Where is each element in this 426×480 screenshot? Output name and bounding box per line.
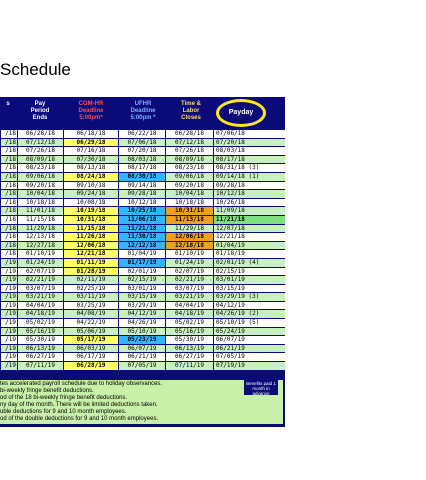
table-cell: 08/24/18: [64, 172, 119, 181]
footnotes-panel: [0, 380, 283, 424]
table-cell: /19: [1, 344, 18, 353]
table-cell: /19: [1, 301, 18, 310]
table-cell: 07/20/18: [119, 147, 166, 156]
table-cell: 07/26/18: [18, 147, 64, 156]
table-cell: 10/12/18: [119, 198, 166, 207]
table-cell: 02/21/19: [166, 276, 214, 285]
header-line: COM-HR: [78, 101, 104, 107]
table-cell: 11/30/18: [119, 233, 166, 242]
table-cell: /19: [1, 327, 18, 336]
table-cell: 06/21/19: [119, 353, 166, 362]
header-line: Deadline: [78, 108, 104, 114]
header-line: Closes: [181, 115, 201, 121]
table-cell: 11/29/18: [18, 224, 64, 233]
table-cell: /18: [1, 250, 18, 259]
table-cell: 02/07/19: [166, 267, 214, 276]
table-cell: /18: [1, 138, 18, 147]
table-cell: 08/17/18: [214, 155, 286, 164]
table-cell: 07/16/18: [64, 147, 119, 156]
table-cell: 05/02/19: [18, 319, 64, 328]
table-cell: 11/29/18: [166, 224, 214, 233]
table-cell: /19: [1, 267, 18, 276]
footnote-line: od of the 18 bi-weekly fringe benefit deductions.: [0, 395, 128, 401]
table-cell: 09/24/18: [64, 190, 119, 199]
table-cell: 06/29/18: [64, 138, 119, 147]
table-cell: 09/06/18: [166, 172, 214, 181]
table-cell: 04/04/19: [18, 301, 64, 310]
table-cell: 10/12/18: [214, 190, 286, 199]
schedule-table-body: [0, 129, 285, 371]
table-cell: 08/13/18: [64, 164, 119, 173]
table-cell: 11/21/18: [214, 215, 286, 224]
table-cell: 09/20/18: [18, 181, 64, 190]
table-cell: 08/23/18: [18, 164, 64, 173]
page-title: Schedule: [0, 60, 71, 79]
table-cell: 09/06/18: [18, 172, 64, 181]
table-cell: 10/25/18: [119, 207, 166, 216]
table-cell: 01/28/19: [64, 267, 119, 276]
table-cell: /19: [1, 353, 18, 362]
table-row: [1, 258, 286, 267]
table-row: [1, 241, 286, 250]
table-cell: 08/09/18: [166, 155, 214, 164]
header-col-0: [0, 101, 16, 108]
table-cell: 04/26/19: [119, 319, 166, 328]
table-cell: 03/21/19: [18, 293, 64, 302]
table-row: [1, 181, 286, 190]
table-cell: 03/07/19: [166, 284, 214, 293]
header-line: Deadline: [130, 108, 156, 114]
table-cell: 11/13/18: [166, 215, 214, 224]
table-row: [1, 284, 286, 293]
table-row: [1, 207, 286, 216]
table-cell: 12/06/18: [64, 241, 119, 250]
table-cell: 03/15/19: [214, 284, 286, 293]
table-cell: /18: [1, 181, 18, 190]
table-cell: 12/21/18: [214, 233, 286, 242]
table-cell: /18: [1, 215, 18, 224]
table-cell: /18: [1, 207, 18, 216]
footnote-line: bi-weekly fringe benefit deductions.: [0, 388, 94, 394]
table-cell: 01/10/19: [166, 250, 214, 259]
table-cell: 02/15/19: [214, 267, 286, 276]
header-line: 5:00pm*: [79, 115, 103, 121]
table-cell: 11/06/18: [119, 215, 166, 224]
footnote-line: tes accelerated payroll schedule due to holiday observances.: [0, 381, 163, 387]
table-cell: 01/24/19: [18, 258, 64, 267]
table-cell: 11/15/18: [64, 224, 119, 233]
table-cell: 08/03/18: [214, 147, 286, 156]
table-cell: 06/03/19: [64, 344, 119, 353]
table-cell: 08/31/18 (3): [214, 164, 286, 173]
table-cell: 05/16/19: [166, 327, 214, 336]
table-cell: /19: [1, 319, 18, 328]
table-row: [1, 164, 286, 173]
table-cell: 07/12/18: [166, 138, 214, 147]
header-line: 5:00pm *: [130, 115, 156, 121]
table-cell: 06/27/19: [166, 353, 214, 362]
table-cell: 07/20/18: [214, 138, 286, 147]
table-cell: /19: [1, 362, 18, 371]
table-cell: 08/03/18: [119, 155, 166, 164]
payroll-schedule-table: [0, 97, 285, 427]
table-row: [1, 190, 286, 199]
footnote-line: od of the double deductions for 9 and 10 month employees.: [0, 416, 159, 422]
table-row: [1, 224, 286, 233]
table-cell: 11/21/18: [119, 224, 166, 233]
table-cell: 08/30/18: [119, 172, 166, 181]
table-row: [1, 319, 286, 328]
table-row: [1, 138, 286, 147]
table-cell: 10/31/18: [166, 207, 214, 216]
table-cell: 09/28/18: [214, 181, 286, 190]
header-line: UFHR: [134, 101, 152, 107]
header-line: s: [6, 101, 10, 107]
table-cell: 05/16/19: [18, 327, 64, 336]
table-cell: 11/01/18: [18, 207, 64, 216]
table-cell: 10/18/18: [18, 198, 64, 207]
header-line: Period: [30, 108, 50, 114]
table-cell: 12/21/18: [64, 250, 119, 259]
table-cell: /19: [1, 284, 18, 293]
table-cell: 06/18/18: [64, 130, 119, 139]
table-cell: 06/28/18: [18, 130, 64, 139]
table-cell: 04/04/19: [166, 301, 214, 310]
table-cell: 06/27/19: [18, 353, 64, 362]
table-cell: 02/25/19: [64, 284, 119, 293]
table-cell: 03/29/19 (3): [214, 293, 286, 302]
table-cell: 11/15/18: [18, 215, 64, 224]
table-cell: 08/23/18: [166, 164, 214, 173]
table-cell: /18: [1, 172, 18, 181]
table-cell: 01/18/19: [214, 250, 286, 259]
table-cell: /18: [1, 241, 18, 250]
table-cell: 04/12/19: [214, 301, 286, 310]
table-row: [1, 353, 286, 362]
table-cell: 07/30/18: [64, 155, 119, 164]
table-row: [1, 267, 286, 276]
table-cell: 06/07/19: [214, 336, 286, 345]
table-cell: 09/28/18: [119, 190, 166, 199]
table-cell: 10/31/18: [64, 215, 119, 224]
header-line: Time &: [181, 101, 201, 107]
table-cell: /18: [1, 130, 18, 139]
table-row: [1, 215, 286, 224]
benefits-note-badge: [244, 379, 278, 395]
table-cell: 06/07/19: [119, 344, 166, 353]
table-cell: 07/26/18: [166, 147, 214, 156]
table-cell: /19: [1, 276, 18, 285]
header-line: Ends: [32, 115, 48, 121]
table-cell: 03/15/19: [119, 293, 166, 302]
table-cell: 09/14/18: [119, 181, 166, 190]
table-cell: 03/11/19: [64, 293, 119, 302]
table-cell: 05/10/19: [119, 327, 166, 336]
table-row: [1, 362, 286, 371]
table-cell: 04/08/19: [64, 310, 119, 319]
table-cell: 01/24/19: [166, 258, 214, 267]
table-cell: 05/23/19: [119, 336, 166, 345]
table-cell: 04/26/19 (2): [214, 310, 286, 319]
table-cell: 12/18/18: [166, 241, 214, 250]
table-cell: 05/30/19: [18, 336, 64, 345]
table-row: [1, 293, 286, 302]
table-cell: 07/05/19: [119, 362, 166, 371]
table-cell: 06/21/19: [214, 344, 286, 353]
table-cell: 07/05/19: [214, 353, 286, 362]
table-cell: 03/07/19: [18, 284, 64, 293]
table-cell: 02/15/19: [119, 276, 166, 285]
table-cell: 05/24/19: [214, 327, 286, 336]
table-row: [1, 250, 286, 259]
table-cell: 03/25/19: [64, 301, 119, 310]
footnote-line: ny day of the month. There will be limited deductions taken.: [0, 402, 158, 408]
table-cell: 12/06/18: [166, 233, 214, 242]
table-cell: 03/01/19: [214, 276, 286, 285]
table-cell: 10/04/18: [18, 190, 64, 199]
badge-line: month in advance: [252, 386, 270, 396]
table-row: [1, 172, 286, 181]
header-com-hr-deadline: [64, 101, 118, 122]
table-cell: /18: [1, 233, 18, 242]
table-cell: /18: [1, 155, 18, 164]
table-cell: 10/08/18: [64, 198, 119, 207]
table-cell: 07/19/19: [214, 362, 286, 371]
table-cell: 05/30/19: [166, 336, 214, 345]
header-time-labor-closes: [168, 101, 214, 122]
footnote-line: uble deductions for 9 and 10 month employees.: [0, 409, 127, 415]
table-row: [1, 344, 286, 353]
table-cell: /19: [1, 310, 18, 319]
table-cell: 04/12/19: [119, 310, 166, 319]
table-cell: 03/29/19: [119, 301, 166, 310]
table-cell: 11/09/18: [214, 207, 286, 216]
table-row: [1, 336, 286, 345]
table-cell: 05/06/19: [64, 327, 119, 336]
table-row: [1, 233, 286, 242]
table-cell: 10/18/18: [166, 198, 214, 207]
table-cell: 02/07/19: [18, 267, 64, 276]
table-cell: 02/21/19: [18, 276, 64, 285]
table-row: [1, 155, 286, 164]
table-cell: 06/28/19: [64, 362, 119, 371]
table-cell: /18: [1, 147, 18, 156]
table-cell: 10/26/18: [214, 198, 286, 207]
table-cell: /19: [1, 293, 18, 302]
table-cell: /19: [1, 336, 18, 345]
table-cell: 01/10/19: [18, 250, 64, 259]
table-cell: 10/04/18: [166, 190, 214, 199]
table-cell: 01/04/19: [214, 241, 286, 250]
table-cell: 09/20/18: [166, 181, 214, 190]
table-cell: 09/14/18 (1): [214, 172, 286, 181]
table-cell: 06/17/19: [64, 353, 119, 362]
table-cell: /18: [1, 198, 18, 207]
table-cell: 09/10/18: [64, 181, 119, 190]
table-cell: 07/06/18: [214, 130, 286, 139]
table-cell: 06/28/18: [166, 130, 214, 139]
table-cell: /18: [1, 164, 18, 173]
header-line: Pay: [34, 101, 46, 107]
table-row: [1, 130, 286, 139]
table-cell: 06/13/19: [18, 344, 64, 353]
table-row: [1, 327, 286, 336]
table-cell: 10/19/18: [64, 207, 119, 216]
table-cell: 04/18/19: [166, 310, 214, 319]
table-cell: 08/17/18: [119, 164, 166, 173]
table-row: [1, 198, 286, 207]
table-cell: 02/01/19 (4): [214, 258, 286, 267]
table-cell: 05/02/19: [166, 319, 214, 328]
table-cell: 03/01/19: [119, 284, 166, 293]
table-cell: 07/11/19: [18, 362, 64, 371]
table-cell: 04/18/19: [18, 310, 64, 319]
table-cell: 01/04/19: [119, 250, 166, 259]
table-cell: 03/21/19: [166, 293, 214, 302]
table-cell: 02/01/19: [119, 267, 166, 276]
header-line: Labor: [182, 108, 200, 114]
table-cell: /19: [1, 258, 18, 267]
table-cell: 12/27/18: [18, 241, 64, 250]
table-cell: 02/11/19: [64, 276, 119, 285]
header-ufhr-deadline: [120, 101, 166, 122]
table-cell: 12/12/18: [119, 241, 166, 250]
table-cell: 12/13/18: [18, 233, 64, 242]
badge-line: Benefits paid 1: [246, 381, 276, 386]
table-cell: 11/26/18: [64, 233, 119, 242]
table-row: [1, 310, 286, 319]
table-cell: 07/11/19: [166, 362, 214, 371]
table-cell: /18: [1, 190, 18, 199]
table-cell: 05/17/19: [64, 336, 119, 345]
table-cell: 07/12/18: [18, 138, 64, 147]
header-pay-period-ends: [18, 101, 62, 122]
table-cell: 06/22/18: [119, 130, 166, 139]
table-cell: 01/17/19: [119, 258, 166, 267]
table-row: [1, 147, 286, 156]
table-cell: 12/07/18: [214, 224, 286, 233]
table-cell: 01/11/19: [64, 258, 119, 267]
table-cell: 06/13/19: [166, 344, 214, 353]
table-cell: 04/22/19: [64, 319, 119, 328]
table-cell: 08/09/18: [18, 155, 64, 164]
table-cell: 07/06/18: [119, 138, 166, 147]
table-cell: 05/10/19 (5): [214, 319, 286, 328]
table-cell: /18: [1, 224, 18, 233]
table-row: [1, 301, 286, 310]
table-row: [1, 276, 286, 285]
header-payday: Payday: [228, 109, 254, 116]
